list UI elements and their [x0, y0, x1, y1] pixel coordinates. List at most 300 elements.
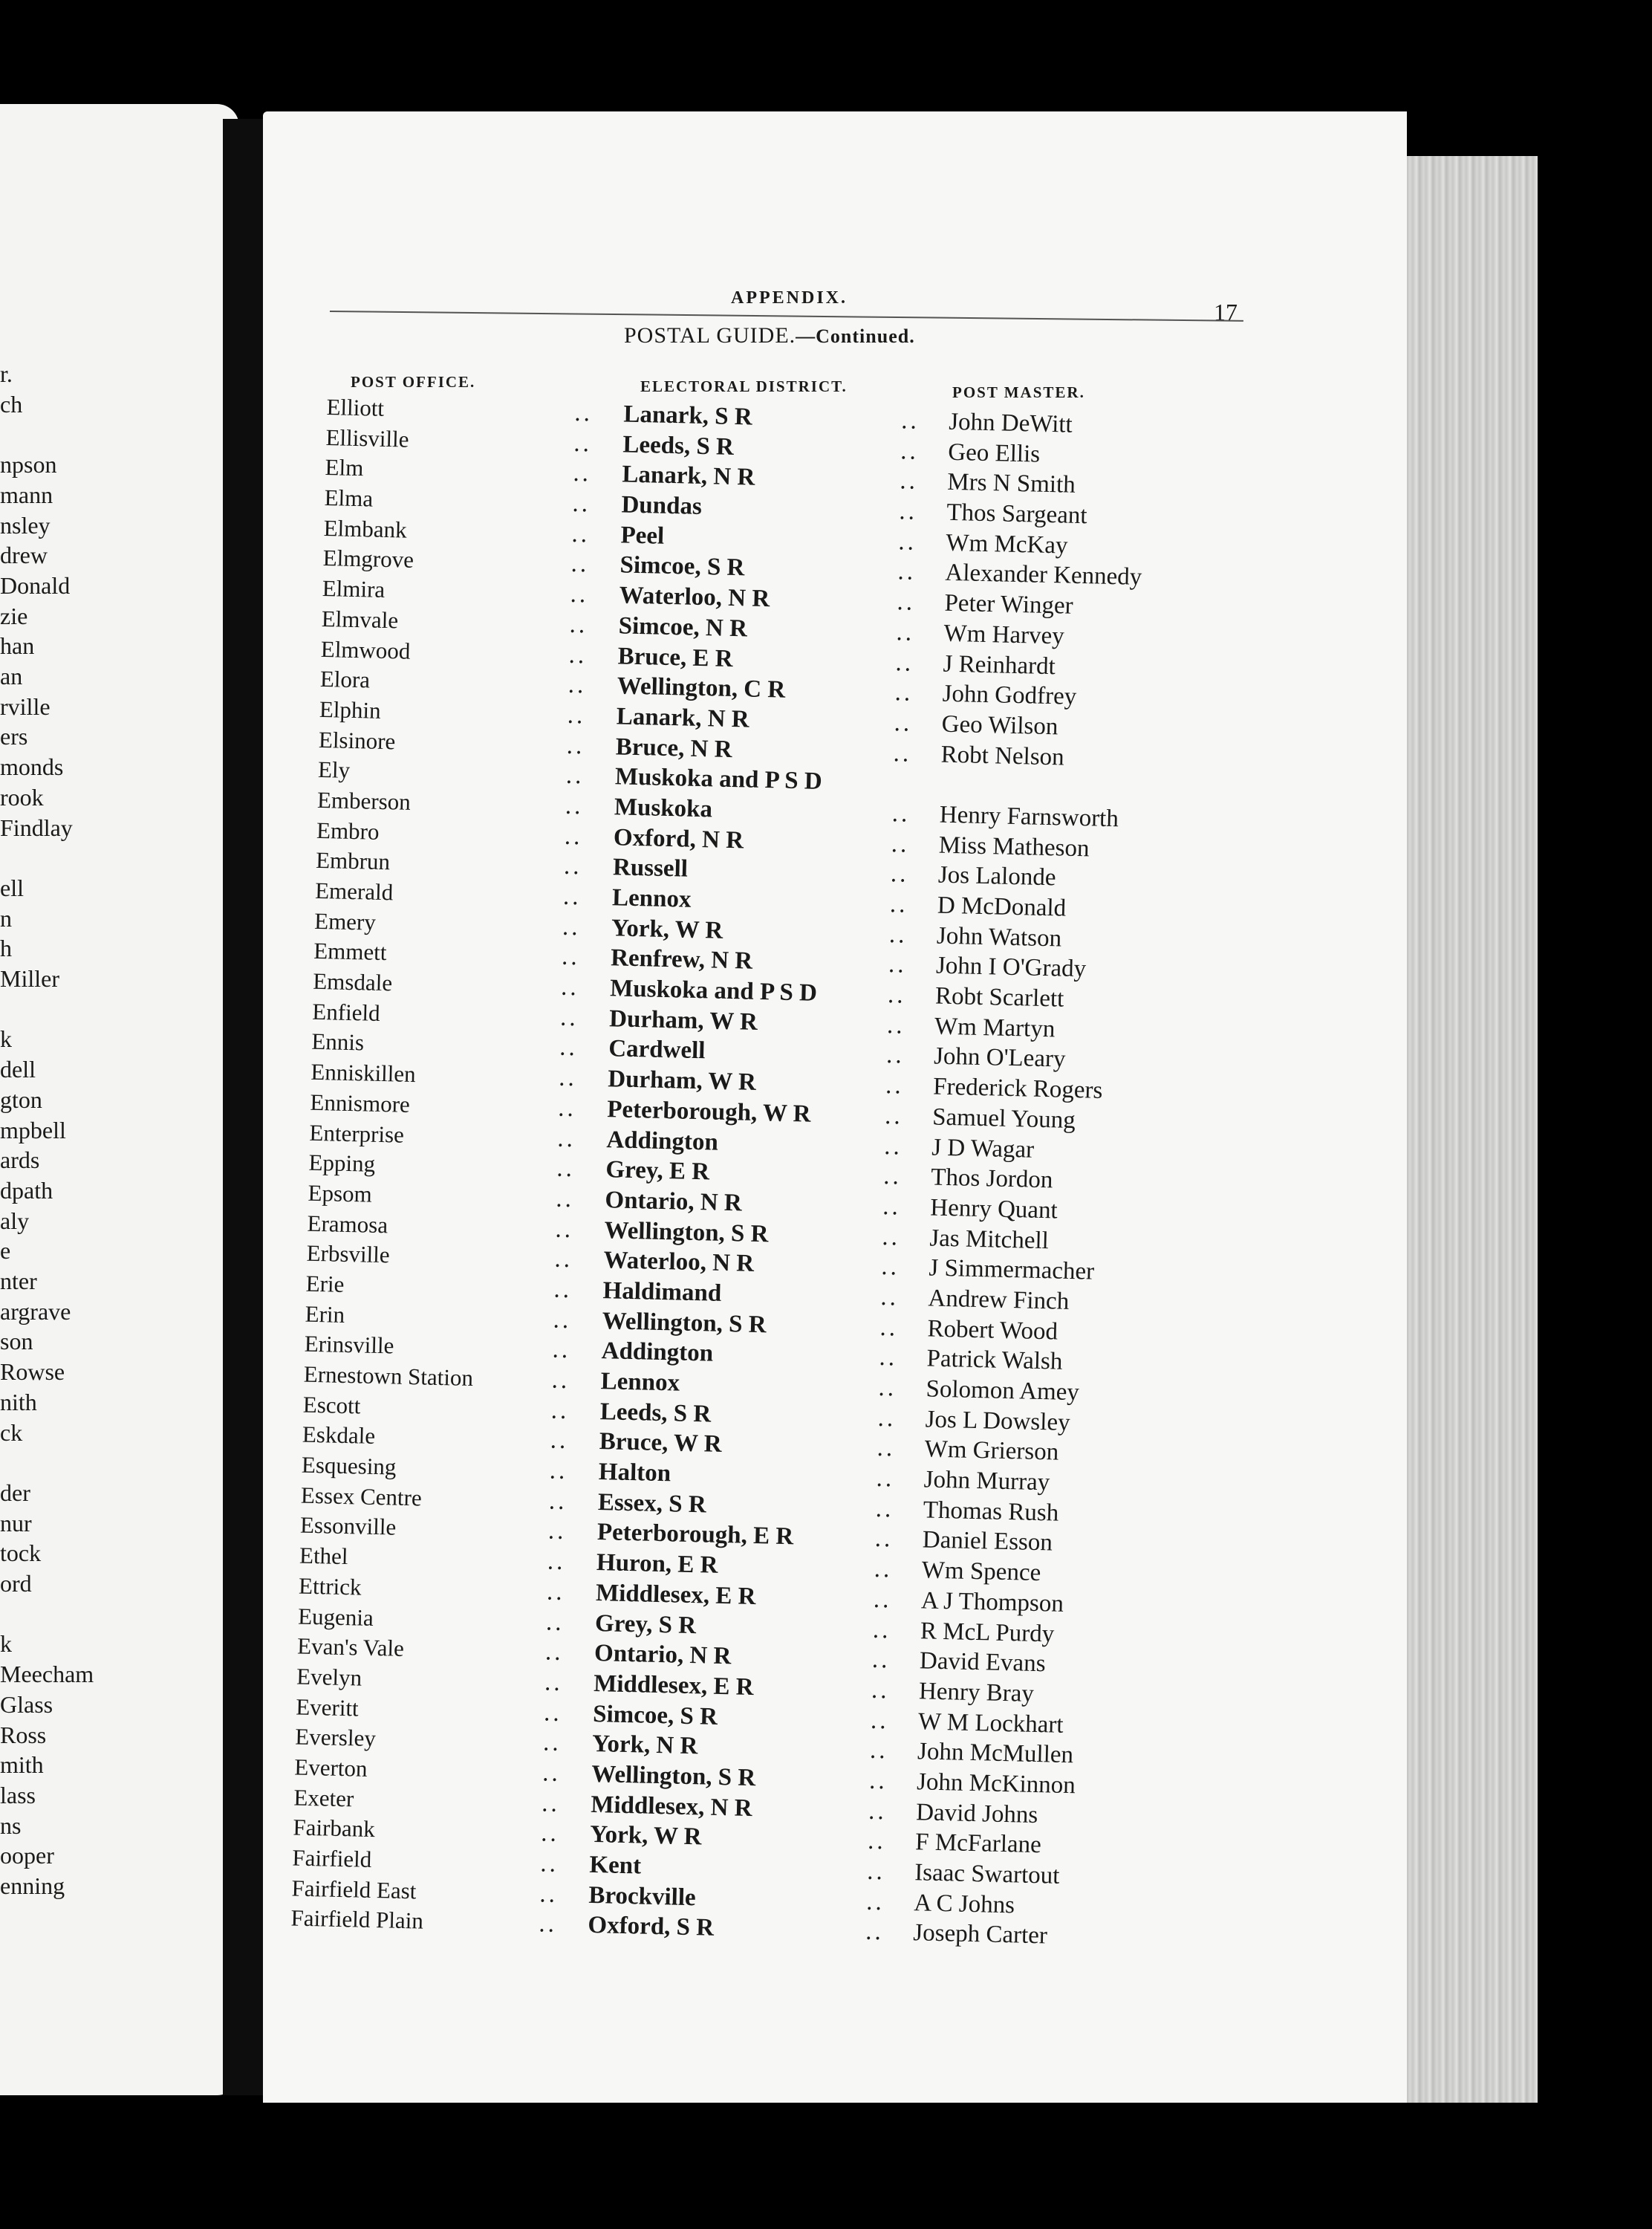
- left-page-fragment: drew: [0, 542, 48, 569]
- dot-leader: ..: [866, 1858, 886, 1886]
- dot-leader: ..: [561, 944, 581, 971]
- dot-leader: ..: [871, 1676, 890, 1704]
- dot-leader: ..: [872, 1616, 891, 1644]
- post-master-name: Wm Grierson: [924, 1435, 1059, 1467]
- dot-leader: ..: [541, 1790, 561, 1817]
- electoral-district: Simcoe, S R: [592, 1700, 718, 1730]
- dot-leader: ..: [544, 1638, 565, 1667]
- postal-guide-list: [263, 392, 1407, 1961]
- left-page-fragment: aly: [0, 1207, 30, 1234]
- left-page-fragment: Ross: [0, 1721, 47, 1748]
- post-office-name: Erbsville: [306, 1239, 391, 1268]
- dot-leader: ..: [547, 1548, 566, 1576]
- electoral-district: Ontario, N R: [605, 1187, 743, 1217]
- dot-leader: ..: [877, 1404, 897, 1433]
- dot-leader: ..: [565, 762, 585, 790]
- dot-leader: ..: [571, 520, 591, 548]
- post-master-name: Solomon Amey: [926, 1375, 1080, 1406]
- dot-leader: ..: [868, 1767, 888, 1795]
- dot-leader: ..: [882, 1163, 903, 1190]
- dot-leader: ..: [553, 1276, 573, 1304]
- post-master-name: D McDonald: [937, 892, 1067, 922]
- post-master-name: John Murray: [923, 1466, 1050, 1496]
- post-master-name: Jos Lalonde: [937, 861, 1056, 892]
- left-page-fragment: nsley: [0, 511, 51, 539]
- dot-leader: ..: [899, 467, 919, 496]
- dot-leader: ..: [890, 860, 909, 888]
- left-page-fragment: ch: [0, 390, 23, 418]
- post-office-name: Everitt: [295, 1693, 360, 1722]
- electoral-district: Leeds, S R: [599, 1398, 712, 1428]
- left-page-fragment: ns: [0, 1811, 22, 1839]
- post-office-name: Ethel: [299, 1542, 348, 1570]
- dot-leader: ..: [870, 1707, 890, 1734]
- column-header-post-master: POST MASTER.: [952, 383, 1085, 401]
- left-page-fragment: tock: [0, 1539, 42, 1567]
- left-page-fragment: k: [0, 1630, 12, 1658]
- left-page-fragment: r.: [0, 360, 13, 387]
- post-office-name: Erinsville: [304, 1330, 394, 1359]
- dot-leader: ..: [548, 1487, 568, 1515]
- dot-leader: ..: [899, 498, 918, 525]
- electoral-district: Ontario, N R: [594, 1640, 732, 1670]
- post-office-name: Evelyn: [296, 1663, 362, 1691]
- electoral-district: Addington: [606, 1126, 719, 1156]
- electoral-district: Russell: [612, 854, 689, 883]
- post-office-name: Elmira: [322, 575, 386, 603]
- post-master-name: Isaac Swartout: [914, 1859, 1060, 1889]
- post-office-name: Fairfield: [292, 1844, 372, 1872]
- dot-leader: ..: [886, 1011, 906, 1039]
- dot-leader: ..: [552, 1336, 571, 1364]
- left-page-fragment: ers: [0, 723, 28, 750]
- dot-leader: ..: [573, 429, 593, 458]
- dot-leader: ..: [540, 1850, 559, 1878]
- post-master-name: J Simmermacher: [929, 1254, 1095, 1285]
- post-office-name: Elphin: [319, 695, 382, 724]
- post-office-name: Esquesing: [301, 1451, 397, 1480]
- dot-leader: ..: [559, 1034, 579, 1062]
- electoral-district: Durham, W R: [608, 1005, 758, 1036]
- electoral-district: Bruce, E R: [617, 642, 734, 672]
- left-page-fragment: han: [0, 632, 35, 660]
- electoral-district: Peterborough, W R: [606, 1096, 811, 1128]
- dot-leader: ..: [865, 1888, 885, 1915]
- dot-leader: ..: [879, 1344, 898, 1372]
- dot-leader: ..: [556, 1155, 576, 1183]
- post-master-name: Alexander Kennedy: [945, 559, 1142, 591]
- dot-leader: ..: [551, 1366, 570, 1395]
- page-edges: [1396, 156, 1538, 2103]
- electoral-district: Grey, E R: [605, 1156, 710, 1186]
- dot-leader: ..: [556, 1185, 575, 1213]
- dot-leader: ..: [887, 982, 907, 1009]
- dot-leader: ..: [539, 1881, 559, 1908]
- post-office-name: Ernestown Station: [303, 1360, 474, 1392]
- dot-leader: ..: [546, 1578, 565, 1606]
- electoral-district: York, W R: [589, 1821, 702, 1851]
- left-page-fragment: nur: [0, 1509, 32, 1537]
- left-page-fragment: ooper: [0, 1842, 54, 1869]
- post-office-name: Epsom: [308, 1179, 373, 1207]
- dot-leader: ..: [542, 1729, 562, 1757]
- dot-leader: ..: [868, 1797, 888, 1825]
- post-office-name: Elsinore: [318, 726, 396, 754]
- dot-leader: ..: [562, 913, 582, 941]
- left-page-fragment: Glass: [0, 1690, 53, 1718]
- electoral-district: Brockville: [588, 1881, 697, 1911]
- dot-leader: ..: [896, 618, 915, 646]
- post-office-name: Escott: [302, 1391, 361, 1419]
- electoral-district: Essex, S R: [597, 1488, 707, 1519]
- electoral-district: Haldimand: [602, 1277, 722, 1307]
- left-page-fragment: argrave: [0, 1297, 71, 1325]
- post-office-name: Eversley: [294, 1723, 377, 1752]
- electoral-district: Lanark, N R: [616, 703, 750, 733]
- electoral-district: Kent: [589, 1851, 642, 1880]
- left-page-fragment: npson: [0, 451, 57, 478]
- dot-leader: ..: [570, 551, 590, 578]
- dot-leader: ..: [543, 1698, 563, 1727]
- left-page-fragment: dell: [0, 1056, 36, 1083]
- post-office-name: Fairfield East: [291, 1875, 417, 1904]
- post-master-name: J D Wagar: [931, 1133, 1035, 1164]
- electoral-district: Dundas: [621, 491, 703, 521]
- post-master-name: John DeWitt: [948, 408, 1073, 438]
- post-office-name: Emmett: [313, 938, 387, 966]
- dot-leader: ..: [878, 1374, 897, 1402]
- dot-leader: ..: [554, 1245, 573, 1274]
- dot-leader: ..: [898, 528, 917, 556]
- post-office-name: Ely: [317, 756, 351, 784]
- post-master-name: A C Johns: [913, 1889, 1015, 1919]
- post-office-name: Elmwood: [320, 635, 411, 664]
- electoral-district: Waterloo, N R: [619, 582, 770, 613]
- left-page-fragment: Findlay: [0, 814, 73, 841]
- dot-leader: ..: [891, 800, 911, 828]
- dot-leader: ..: [567, 701, 586, 730]
- electoral-district: Wellington, C R: [617, 672, 786, 704]
- post-office-name: Essonville: [299, 1512, 397, 1541]
- electoral-district: Grey, S R: [594, 1609, 697, 1639]
- dot-leader: ..: [884, 1102, 904, 1130]
- post-master-name: Thomas Rush: [923, 1496, 1059, 1527]
- post-office-name: Erie: [305, 1270, 345, 1297]
- title-continued: —Continued.: [796, 325, 915, 347]
- dot-leader: ..: [894, 710, 913, 737]
- dot-leader: ..: [555, 1216, 574, 1243]
- dot-leader: ..: [881, 1253, 900, 1281]
- electoral-district: Muskoka: [614, 794, 713, 823]
- post-office-name: Ettrick: [298, 1572, 362, 1600]
- post-office-name: Embrun: [315, 847, 391, 875]
- dot-leader: ..: [569, 611, 588, 639]
- left-page-fragment: h: [0, 935, 12, 962]
- post-master-name: John I O'Grady: [935, 952, 1087, 983]
- electoral-district: Addington: [601, 1337, 714, 1367]
- post-office-name: Eskdale: [302, 1421, 376, 1450]
- post-office-name: Essex Centre: [300, 1482, 423, 1511]
- left-page-fragment: mann: [0, 481, 53, 508]
- left-page-fragment: Meecham: [0, 1661, 94, 1688]
- electoral-district: Lennox: [600, 1368, 680, 1397]
- electoral-district: Halton: [598, 1459, 671, 1487]
- dot-leader: ..: [557, 1094, 577, 1123]
- left-page-fragment: lass: [0, 1781, 36, 1808]
- electoral-district: Bruce, N R: [615, 733, 732, 763]
- left-page-fragment: ell: [0, 874, 24, 901]
- dot-leader: ..: [553, 1306, 572, 1334]
- post-office-name: Fairfield Plain: [290, 1904, 424, 1935]
- dot-leader: ..: [882, 1193, 902, 1221]
- dot-leader: ..: [874, 1555, 893, 1583]
- post-office-name: Elm: [325, 454, 364, 481]
- electoral-district: Wellington, S R: [604, 1216, 769, 1247]
- column-header-electoral-district: ELECTORAL DISTRICT.: [640, 377, 848, 395]
- post-master-name: Henry Farnsworth: [939, 801, 1119, 833]
- post-master-name: Daniel Esson: [922, 1526, 1053, 1557]
- left-page-fragment: son: [0, 1328, 33, 1355]
- electoral-district: York, W R: [611, 914, 723, 944]
- electoral-district: Middlesex, E R: [593, 1670, 754, 1701]
- post-master-name: Geo Wilson: [941, 710, 1058, 741]
- previous-page: [0, 104, 239, 2095]
- dot-leader: ..: [560, 973, 580, 1002]
- left-page-fragment: Rowse: [0, 1358, 65, 1386]
- dot-leader: ..: [568, 671, 587, 699]
- left-page-fragment: k: [0, 1025, 12, 1053]
- post-office-name: Ennismore: [310, 1088, 411, 1117]
- left-page-fragment: mpbell: [0, 1116, 66, 1143]
- title-main: POSTAL GUIDE.: [624, 323, 796, 348]
- post-master-name: Wm Spence: [921, 1557, 1041, 1587]
- electoral-district: Renfrew, N R: [610, 944, 753, 976]
- dot-leader: ..: [549, 1457, 568, 1485]
- left-page-fragment: dpath: [0, 1176, 53, 1204]
- electoral-district: Muskoka and P S D: [614, 763, 823, 796]
- dot-leader: ..: [876, 1464, 895, 1493]
- electoral-district: Middlesex, N R: [590, 1791, 752, 1822]
- dot-leader: ..: [869, 1737, 889, 1765]
- post-master-name: Jos L Dowsley: [925, 1406, 1071, 1436]
- post-office-name: Enfield: [311, 998, 381, 1026]
- dot-leader: ..: [885, 1042, 905, 1070]
- electoral-district: Peel: [620, 522, 665, 550]
- post-master-name: Peter Winger: [944, 589, 1074, 620]
- left-page-fragment: enning: [0, 1872, 65, 1899]
- post-master-name: John McKinnon: [916, 1768, 1076, 1800]
- book-gutter: [223, 119, 266, 2095]
- page-number: 17: [1214, 299, 1238, 325]
- post-master-name: W M Lockhart: [917, 1707, 1064, 1739]
- post-office-name: Emberson: [316, 786, 412, 815]
- left-page-fragment: ards: [0, 1146, 40, 1174]
- left-page-fragment: der: [0, 1479, 30, 1506]
- post-office-name: Fairbank: [293, 1814, 376, 1843]
- post-master-name: Samuel Young: [931, 1103, 1076, 1134]
- left-page-fragment: gton: [0, 1086, 42, 1113]
- post-office-name: Elmbank: [323, 514, 408, 543]
- dot-leader: ..: [880, 1283, 900, 1311]
- post-master-name: Geo Ellis: [947, 438, 1041, 468]
- post-master-name: Henry Bray: [918, 1678, 1035, 1707]
- dot-leader: ..: [559, 1004, 579, 1031]
- post-office-name: Erin: [305, 1300, 345, 1328]
- post-master-name: Thos Sargeant: [946, 499, 1087, 530]
- column-header-post-office: POST OFFICE.: [351, 373, 476, 391]
- electoral-district: Simcoe, S R: [620, 551, 745, 582]
- dot-leader: ..: [550, 1427, 569, 1455]
- post-office-name: Everton: [294, 1753, 368, 1782]
- dot-leader: ..: [891, 830, 910, 858]
- left-page-fragment: ord: [0, 1570, 32, 1597]
- post-master-name: David Evans: [919, 1647, 1046, 1678]
- electoral-district: Huron, E R: [596, 1549, 718, 1579]
- electoral-district: Peterborough, E R: [596, 1519, 794, 1551]
- post-office-name: Eugenia: [297, 1603, 374, 1631]
- post-master-name: A J Thompson: [920, 1587, 1064, 1618]
- left-page-fragment: nith: [0, 1388, 37, 1415]
- post-master-name: Andrew Finch: [928, 1285, 1070, 1315]
- post-office-name: Elora: [319, 666, 371, 693]
- left-page-fragment: monds: [0, 753, 64, 781]
- dot-leader: ..: [895, 649, 914, 677]
- left-page-fragment: n: [0, 904, 12, 932]
- dot-leader: ..: [557, 1125, 576, 1152]
- post-office-name: Emsdale: [312, 967, 393, 996]
- dot-leader: ..: [566, 732, 585, 759]
- dot-leader: ..: [894, 679, 914, 707]
- dot-leader: ..: [900, 407, 920, 435]
- post-master-name: John Godfrey: [942, 680, 1077, 711]
- post-master-name: Wm Martyn: [934, 1013, 1056, 1043]
- dot-leader: ..: [875, 1495, 894, 1523]
- dot-leader: ..: [542, 1759, 562, 1787]
- electoral-district: Lanark, N R: [622, 461, 755, 492]
- post-master-name: Thos Jordon: [930, 1164, 1053, 1194]
- dot-leader: ..: [570, 580, 589, 609]
- dot-leader: ..: [539, 1910, 558, 1938]
- dot-leader: ..: [545, 1608, 565, 1636]
- dot-leader: ..: [883, 1132, 903, 1161]
- post-office-name: Epping: [308, 1149, 376, 1178]
- dot-leader: ..: [544, 1669, 564, 1696]
- electoral-district: Waterloo, N R: [603, 1247, 755, 1278]
- post-master-name: Henry Quant: [929, 1194, 1058, 1224]
- electoral-district: Lennox: [611, 884, 692, 913]
- dot-leader: ..: [547, 1517, 567, 1545]
- electoral-district: York, N R: [591, 1730, 698, 1760]
- dot-leader: ..: [888, 921, 908, 949]
- left-page-fragment: zie: [0, 602, 28, 629]
- electoral-district: Bruce, W R: [599, 1428, 722, 1459]
- electoral-district: Lanark, S R: [623, 400, 753, 431]
- electoral-district: Durham, W R: [607, 1065, 757, 1097]
- post-master-name: Robert Wood: [927, 1315, 1058, 1346]
- electoral-district: Oxford, S R: [588, 1912, 715, 1942]
- appendix-page: [263, 111, 1407, 2103]
- left-page-fragment: Miller: [0, 965, 59, 992]
- post-office-name: Eramosa: [307, 1210, 388, 1238]
- dot-leader: ..: [574, 399, 594, 427]
- post-office-name: Enniskillen: [310, 1058, 417, 1088]
- post-office-name: Elma: [324, 484, 374, 512]
- dot-leader: ..: [573, 460, 592, 487]
- dot-leader: ..: [865, 1918, 885, 1946]
- post-master-name: Robt Scarlett: [934, 982, 1064, 1013]
- dot-leader: ..: [562, 883, 582, 911]
- left-page-fragment: rook: [0, 783, 44, 811]
- electoral-district: Oxford, N R: [613, 823, 744, 854]
- post-master-name: Mrs N Smith: [946, 469, 1076, 499]
- electoral-district: Simcoe, N R: [618, 612, 748, 643]
- running-header: APPENDIX.: [731, 288, 848, 308]
- left-page-fragment: an: [0, 663, 23, 690]
- electoral-district: Muskoka and P S D: [609, 975, 818, 1007]
- post-office-name: Elmgrove: [322, 545, 414, 574]
- electoral-district: Middlesex, E R: [595, 1579, 756, 1610]
- post-master-name: John McMullen: [917, 1738, 1074, 1769]
- dot-leader: ..: [540, 1820, 560, 1848]
- dot-leader: ..: [558, 1064, 578, 1092]
- post-master-name: Wm McKay: [946, 529, 1068, 559]
- post-office-name: Emery: [313, 907, 377, 935]
- post-master-name: Joseph Carter: [912, 1919, 1048, 1950]
- left-page-fragment: ck: [0, 1418, 23, 1446]
- header-rule: [330, 311, 1243, 322]
- dot-leader: ..: [897, 588, 916, 616]
- left-page-fragment: e: [0, 1237, 11, 1265]
- post-office-name: Embro: [316, 817, 380, 845]
- left-page-fragment: mith: [0, 1751, 44, 1779]
- dot-leader: ..: [874, 1525, 894, 1553]
- dot-leader: ..: [882, 1223, 901, 1251]
- post-master-name: R McL Purdy: [920, 1617, 1055, 1648]
- dot-leader: ..: [885, 1072, 905, 1100]
- left-page-fragment: nter: [0, 1268, 37, 1294]
- post-master-name: John O'Leary: [933, 1042, 1066, 1074]
- electoral-district: Wellington, S R: [602, 1307, 767, 1338]
- dot-leader: ..: [877, 1435, 896, 1462]
- dot-leader: ..: [550, 1397, 570, 1424]
- post-master-name: Frederick Rogers: [932, 1073, 1103, 1105]
- post-office-name: Ellisville: [325, 424, 409, 452]
- dot-leader: ..: [867, 1828, 887, 1855]
- post-office-name: Elmvale: [321, 605, 399, 634]
- dot-leader: ..: [568, 641, 588, 669]
- post-master-name: Robt Nelson: [940, 741, 1065, 771]
- dot-leader: ..: [871, 1646, 891, 1674]
- dot-leader: ..: [572, 490, 591, 518]
- post-master-name: F McFarlane: [914, 1829, 1042, 1859]
- post-master-name: Jas Mitchell: [929, 1224, 1050, 1254]
- dot-leader: ..: [893, 739, 912, 768]
- dot-leader: ..: [897, 558, 917, 586]
- dot-leader: ..: [889, 891, 908, 918]
- post-master-name: Miss Matheson: [938, 831, 1090, 862]
- post-office-name: Enterprise: [309, 1119, 405, 1148]
- electoral-district: Cardwell: [608, 1035, 706, 1065]
- post-office-name: Exeter: [293, 1784, 354, 1812]
- post-office-name: Evan's Vale: [296, 1632, 405, 1662]
- dot-leader: ..: [900, 437, 920, 465]
- post-office-name: Emerald: [314, 877, 394, 906]
- dot-leader: ..: [564, 823, 583, 850]
- post-master-name: John Watson: [936, 922, 1062, 953]
- dot-leader: ..: [565, 792, 584, 820]
- post-master-name: David Johns: [915, 1798, 1038, 1829]
- electoral-district: Leeds, S R: [622, 431, 735, 461]
